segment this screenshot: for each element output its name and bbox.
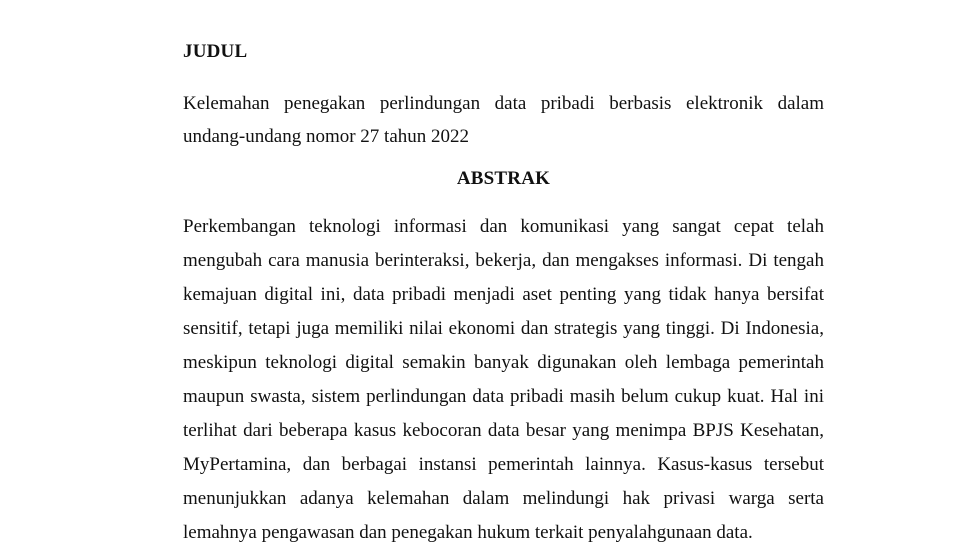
abstract-line: Perkembangan teknologi informasi dan komunikasi yang sangat cepat telah [183,216,824,237]
abstract-line: lemahnya pengawasan dan penegakan hukum terkait penyalahgunaan data. [183,522,753,543]
abstract-line: mengubah cara manusia berinteraksi, bekerja, dan mengakses informasi. Di tengah [183,250,824,271]
abstract-paragraph [183,210,824,550]
abstract-line: menunjukkan adanya kelemahan dalam melindungi hak privasi warga serta [183,488,824,509]
title-line: Kelemahan penegakan perlindungan data pribadi berbasis elektronik dalam [183,93,824,114]
judul-heading: JUDUL [183,41,248,62]
abstract-line: terlihat dari beberapa kasus kebocoran data besar yang menimpa BPJS Kesehatan, [183,420,824,441]
abstract-line: kemajuan digital ini, data pribadi menjadi aset penting yang tidak hanya bersifat [183,284,824,305]
abstrak-heading: ABSTRAK [456,168,551,189]
abstract-line: meskipun teknologi digital semakin banyak digunakan oleh lembaga pemerintah [183,352,824,373]
title-line: undang-undang nomor 27 tahun 2022 [183,126,470,147]
abstract-line: MyPertamina, dan berbagai instansi pemerintah lainnya. Kasus-kasus tersebut [183,454,824,475]
title-paragraph [183,87,824,153]
abstract-line: sensitif, tetapi juga memiliki nilai ekonomi dan strategis yang tinggi. Di Indonesia, [183,318,824,339]
abstract-line: maupun swasta, sistem perlindungan data pribadi masih belum cukup kuat. Hal ini [183,386,824,407]
